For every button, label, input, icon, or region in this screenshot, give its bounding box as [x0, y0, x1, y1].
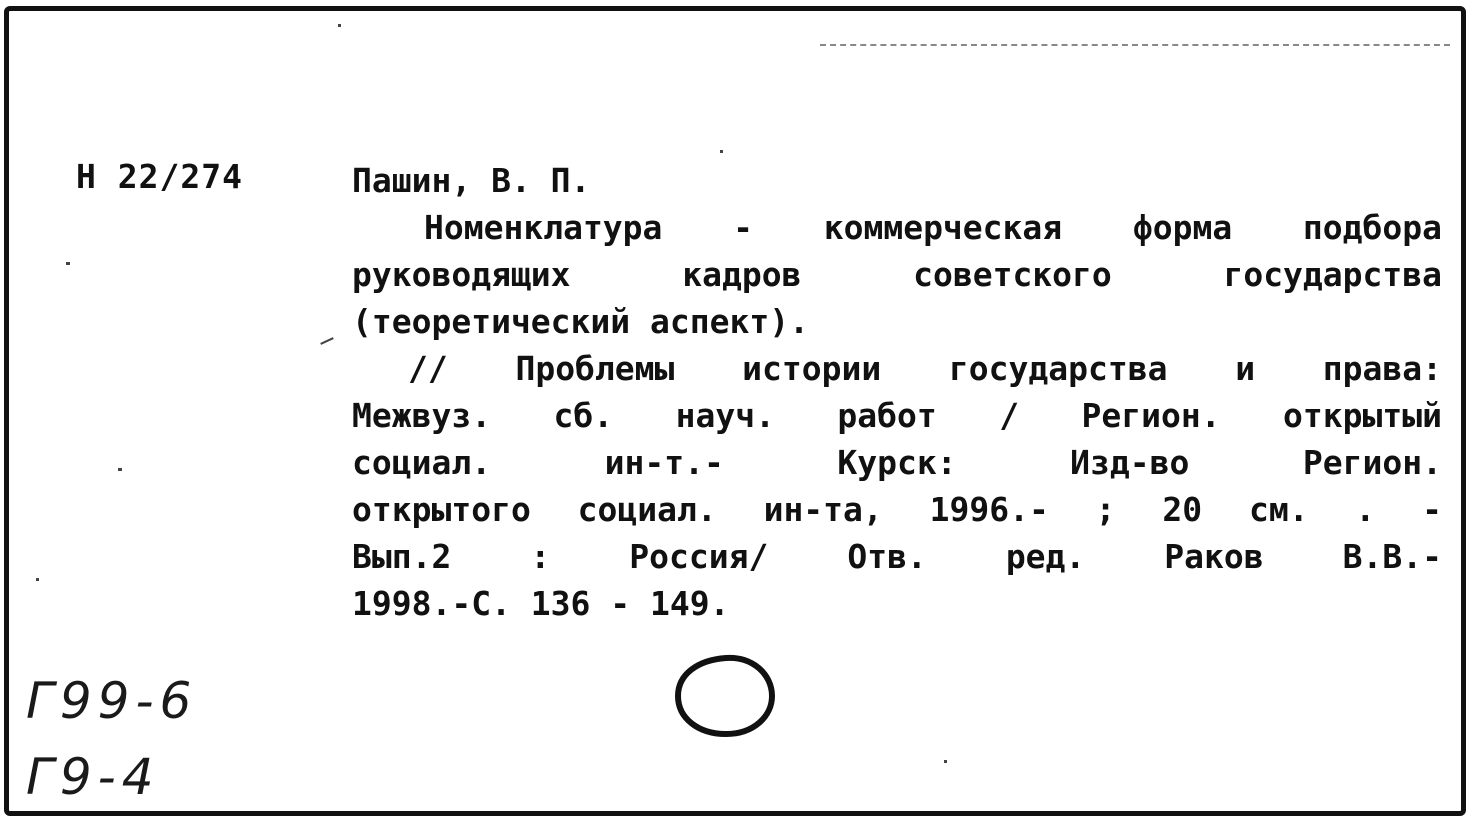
speck [36, 578, 39, 581]
speck [66, 262, 70, 265]
handwritten-code-2: Г9-4 [26, 748, 160, 806]
source-line-4: открытого социал. ин-та, 1996.- ; 20 см. . - [352, 490, 1442, 529]
source-line-2: Межвуз. сб. науч. работ / Регион. открытый [352, 396, 1442, 435]
title-line-3: (теоретический аспект). [352, 302, 809, 341]
source-line-6: 1998.-С. 136 - 149. [352, 584, 730, 623]
author: Пашин, В. П. [352, 161, 591, 200]
speck [944, 760, 947, 763]
bibliographic-entry [352, 157, 1442, 627]
source-line-1: // Проблемы истории государства и права: [408, 349, 1442, 388]
source-line-5: Вып.2 : Россия/ Отв. ред. Раков В.В.- [352, 537, 1442, 576]
handwritten-code-1: Г99-6 [26, 672, 198, 730]
speck [338, 24, 341, 27]
top-dashed-rule [820, 44, 1450, 46]
title-line-1: Номенклатура - коммерческая форма подбора [424, 208, 1442, 247]
title-line-2: руководящих кадров советского государства [352, 255, 1442, 294]
speck [720, 150, 723, 153]
punch-hole-icon [672, 652, 780, 740]
speck [118, 468, 122, 471]
shelfmark: Н 22/274 [76, 157, 243, 196]
source-line-3: социал. ин-т.- Курск: Изд-во Регион. [352, 443, 1442, 482]
